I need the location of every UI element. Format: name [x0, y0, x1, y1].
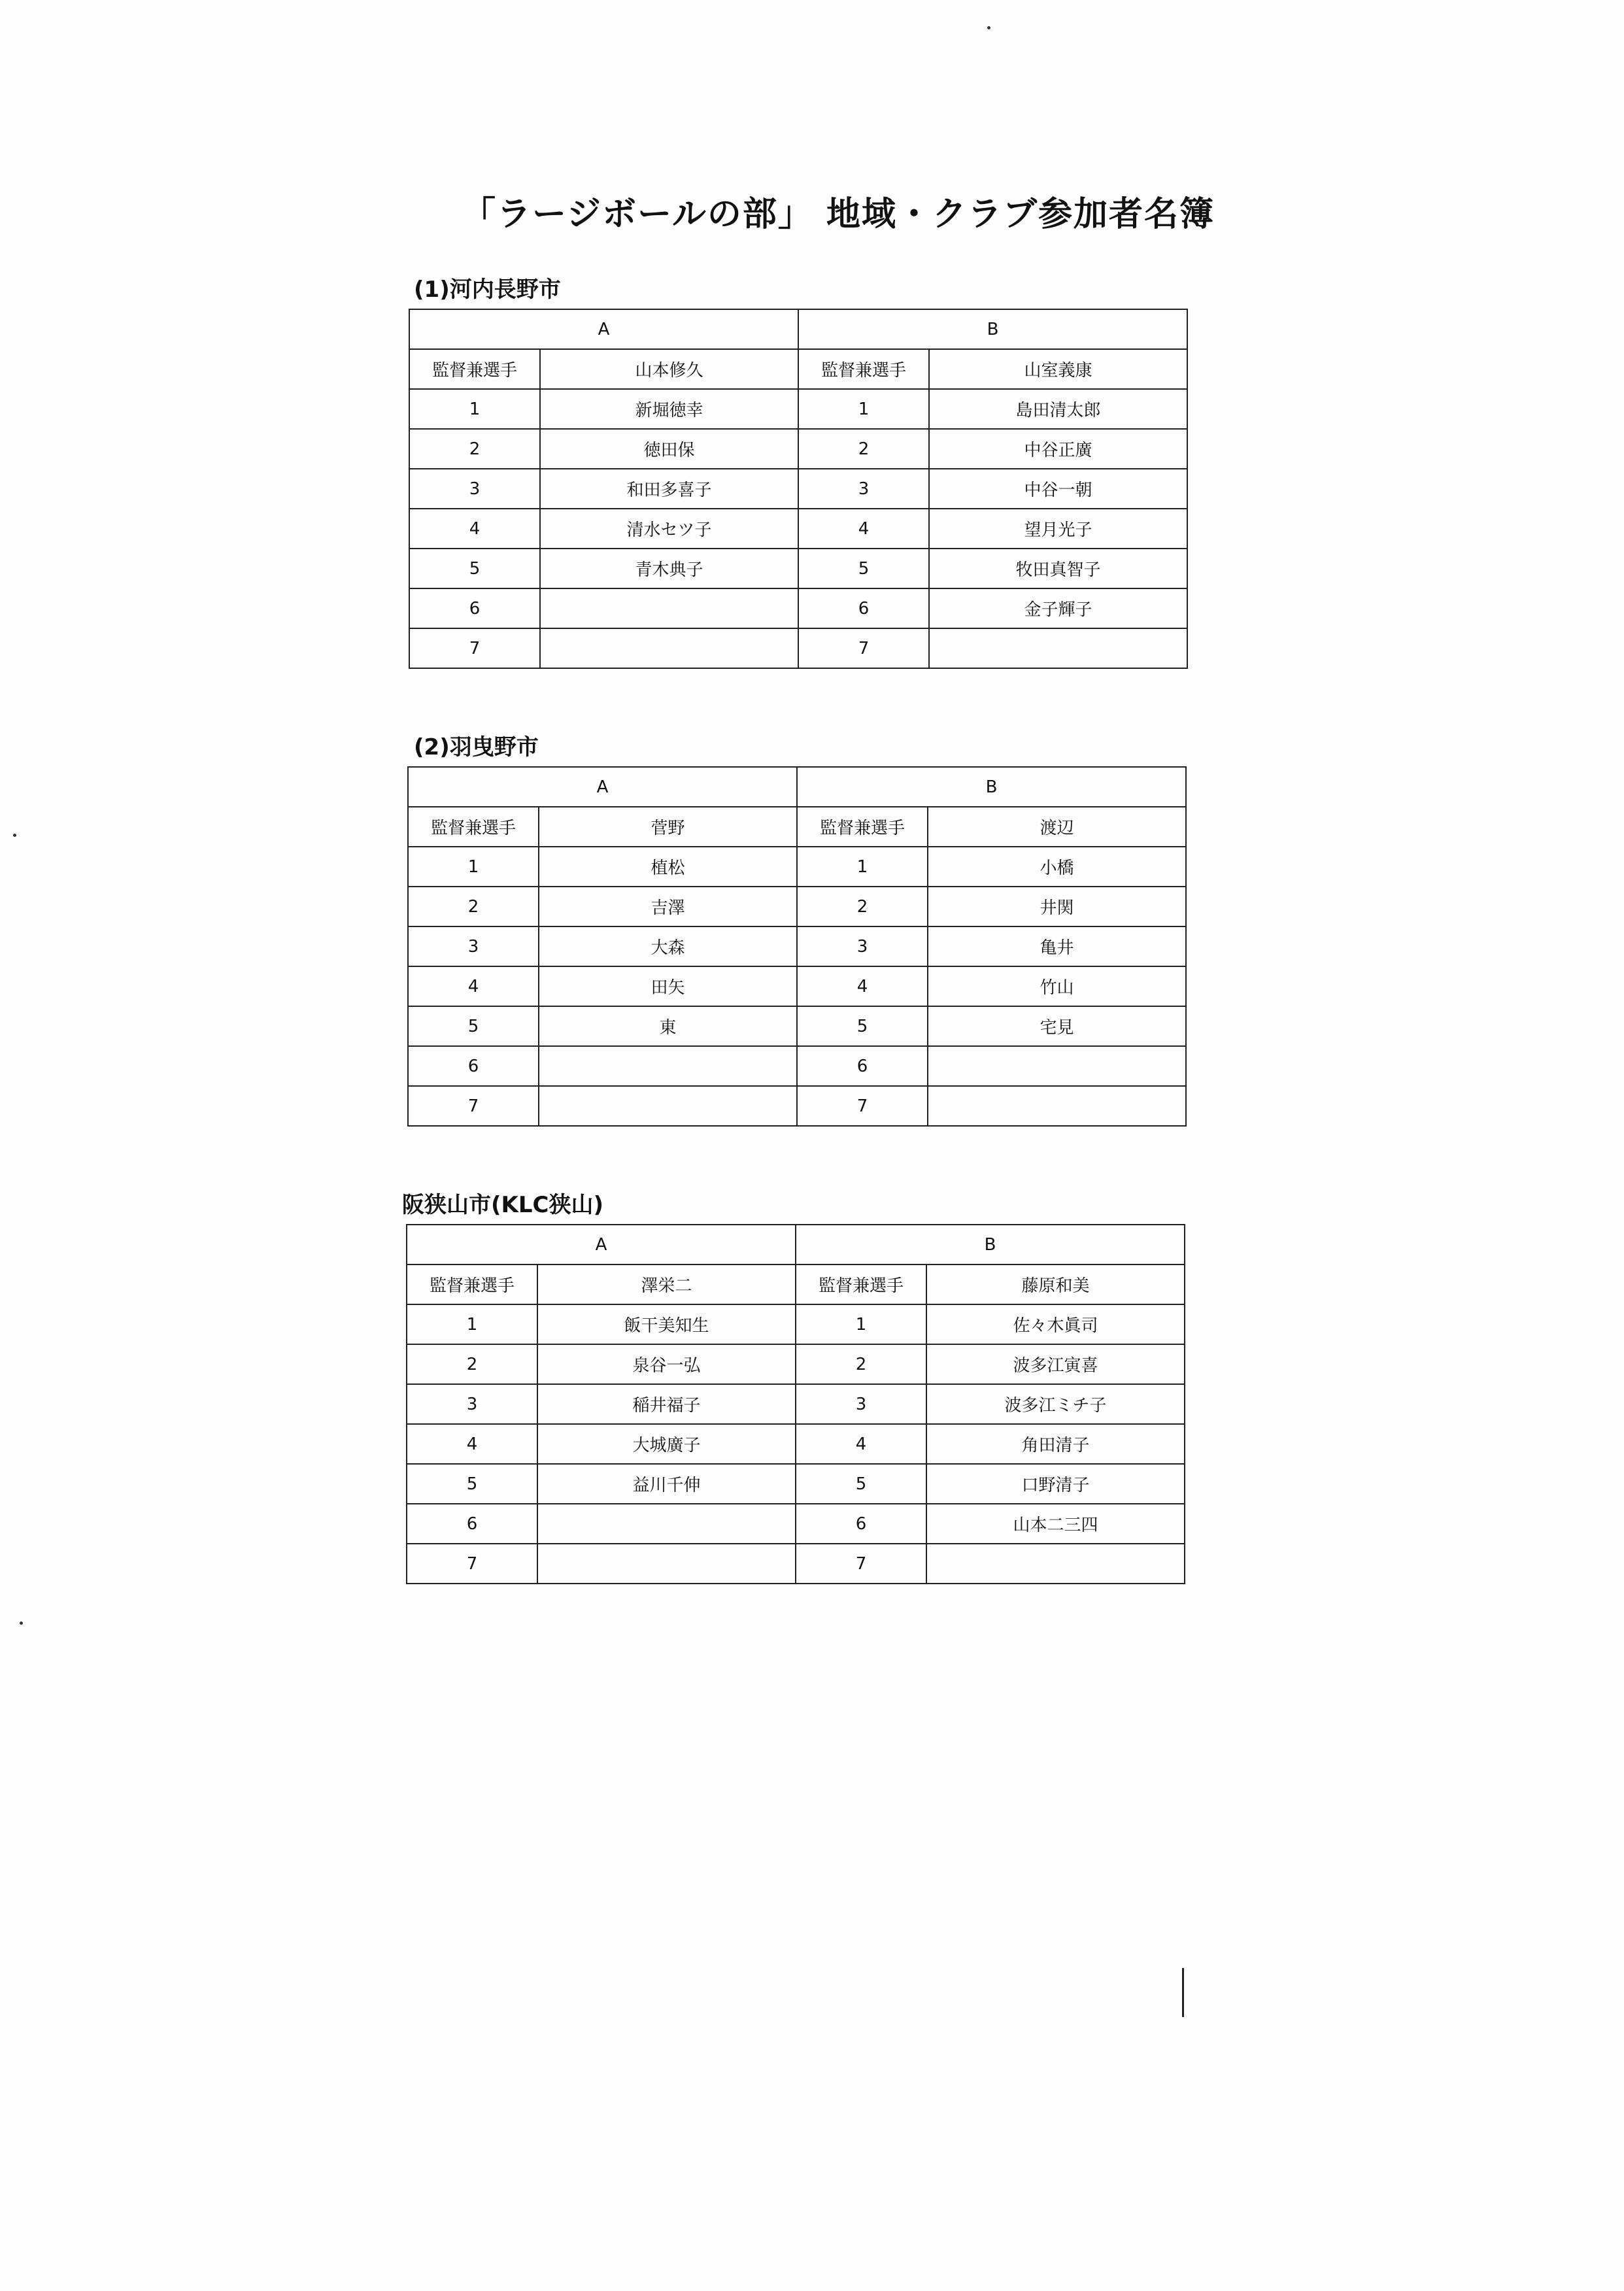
- table-row: [408, 1086, 1186, 1126]
- table-row: [409, 628, 1187, 668]
- scan-speck: [987, 26, 990, 29]
- team-header-row: [408, 767, 1186, 807]
- scan-speck: [13, 834, 16, 837]
- player-name: 佐々木眞司: [926, 1304, 1185, 1344]
- player-number: 5: [407, 1464, 537, 1504]
- player-number: 6: [409, 588, 540, 628]
- table-row: [408, 887, 1186, 926]
- table-row: [409, 509, 1187, 549]
- player-name: 和田多喜子: [540, 469, 798, 509]
- table-row: [407, 1384, 1185, 1424]
- manager-name: 山室義康: [929, 349, 1187, 389]
- player-number: 3: [409, 469, 540, 509]
- page-title: 「ラージボールの部」 地域・クラブ参加者名簿: [461, 195, 1215, 234]
- player-name: 井関: [928, 887, 1186, 926]
- player-number: 6: [407, 1504, 537, 1544]
- manager-name: 山本修久: [540, 349, 798, 389]
- player-number: 2: [407, 1344, 537, 1384]
- scan-speck: [20, 1621, 23, 1625]
- manager-name: 藤原和美: [926, 1264, 1185, 1304]
- player-number: 5: [796, 1464, 926, 1504]
- player-name: 小橋: [928, 847, 1186, 887]
- team-header: B: [797, 767, 1186, 807]
- player-number: 1: [797, 847, 928, 887]
- player-number: 6: [408, 1046, 539, 1086]
- player-name: [539, 1046, 797, 1086]
- player-name: 中谷正廣: [929, 429, 1187, 469]
- player-number: 1: [796, 1304, 926, 1344]
- table-row: [409, 588, 1187, 628]
- table-row: [409, 429, 1187, 469]
- player-number: 1: [408, 847, 539, 887]
- player-name: [929, 628, 1187, 668]
- player-name: 新堀徳幸: [540, 389, 798, 429]
- player-name: [540, 588, 798, 628]
- player-number: 6: [796, 1504, 926, 1544]
- roster-table: [407, 766, 1187, 1127]
- table-row: [408, 966, 1186, 1006]
- player-name: 山本二三四: [926, 1504, 1185, 1544]
- player-name: 波多江寅喜: [926, 1344, 1185, 1384]
- player-number: 2: [408, 887, 539, 926]
- player-number: 6: [798, 588, 929, 628]
- player-number: 4: [408, 966, 539, 1006]
- player-number: 2: [796, 1344, 926, 1384]
- manager-row: [407, 1264, 1185, 1304]
- player-name: 益川千伸: [537, 1464, 796, 1504]
- player-name: [537, 1544, 796, 1584]
- player-name: [926, 1544, 1185, 1584]
- player-number: 5: [409, 549, 540, 588]
- player-name: 清水セツ子: [540, 509, 798, 549]
- manager-name: 菅野: [539, 807, 797, 847]
- player-name: 望月光子: [929, 509, 1187, 549]
- manager-label: 監督兼選手: [408, 807, 539, 847]
- player-name: 宅見: [928, 1006, 1186, 1046]
- player-number: 4: [797, 966, 928, 1006]
- player-name: 稲井福子: [537, 1384, 796, 1424]
- table-row: [408, 847, 1186, 887]
- player-number: 1: [798, 389, 929, 429]
- roster-table: [406, 1224, 1185, 1584]
- manager-row: [408, 807, 1186, 847]
- manager-label: 監督兼選手: [409, 349, 540, 389]
- manager-name: 渡辺: [928, 807, 1186, 847]
- table-row: [408, 1046, 1186, 1086]
- player-name: [928, 1046, 1186, 1086]
- player-number: 1: [407, 1304, 537, 1344]
- player-name: 飯干美知生: [537, 1304, 796, 1344]
- player-name: 徳田保: [540, 429, 798, 469]
- player-name: [539, 1086, 797, 1126]
- player-number: 3: [796, 1384, 926, 1424]
- manager-label: 監督兼選手: [797, 807, 928, 847]
- manager-label: 監督兼選手: [798, 349, 929, 389]
- player-number: 3: [797, 926, 928, 966]
- player-name: 口野清子: [926, 1464, 1185, 1504]
- player-name: [928, 1086, 1186, 1126]
- player-name: 波多江ミチ子: [926, 1384, 1185, 1424]
- player-number: 4: [796, 1424, 926, 1464]
- manager-row: [409, 349, 1187, 389]
- player-name: 角田清子: [926, 1424, 1185, 1464]
- player-name: 竹山: [928, 966, 1186, 1006]
- player-name: [537, 1504, 796, 1544]
- table-row: [408, 1006, 1186, 1046]
- manager-label: 監督兼選手: [407, 1264, 537, 1304]
- table-row: [409, 389, 1187, 429]
- team-header: A: [408, 767, 797, 807]
- player-number: 7: [797, 1086, 928, 1126]
- table-row: [409, 549, 1187, 588]
- team-header: A: [409, 309, 798, 349]
- section-heading: 阪狭山市(KLC狭山): [402, 1192, 604, 1218]
- player-name: 金子輝子: [929, 588, 1187, 628]
- player-name: 島田清太郎: [929, 389, 1187, 429]
- player-number: 7: [796, 1544, 926, 1584]
- player-number: 3: [798, 469, 929, 509]
- player-name: 田矢: [539, 966, 797, 1006]
- table-row: [407, 1304, 1185, 1344]
- player-number: 2: [409, 429, 540, 469]
- player-number: 7: [407, 1544, 537, 1584]
- player-name: 大森: [539, 926, 797, 966]
- player-number: 2: [798, 429, 929, 469]
- manager-name: 澤栄二: [537, 1264, 796, 1304]
- player-number: 7: [408, 1086, 539, 1126]
- section-heading: (2)羽曳野市: [414, 734, 539, 760]
- player-name: 青木典子: [540, 549, 798, 588]
- table-row: [407, 1544, 1185, 1584]
- player-number: 1: [409, 389, 540, 429]
- team-header: A: [407, 1225, 796, 1264]
- player-number: 2: [797, 887, 928, 926]
- section-heading: (1)河内長野市: [414, 277, 561, 303]
- player-number: 5: [797, 1006, 928, 1046]
- player-name: 亀井: [928, 926, 1186, 966]
- player-number: 4: [407, 1424, 537, 1464]
- player-name: 牧田真智子: [929, 549, 1187, 588]
- player-number: 7: [409, 628, 540, 668]
- table-row: [408, 926, 1186, 966]
- player-name: 植松: [539, 847, 797, 887]
- manager-label: 監督兼選手: [796, 1264, 926, 1304]
- scan-mark: [1182, 1968, 1184, 2017]
- player-number: 5: [798, 549, 929, 588]
- player-number: 6: [797, 1046, 928, 1086]
- player-number: 4: [798, 509, 929, 549]
- team-header: B: [796, 1225, 1185, 1264]
- player-number: 4: [409, 509, 540, 549]
- player-name: 吉澤: [539, 887, 797, 926]
- table-row: [407, 1504, 1185, 1544]
- team-header: B: [798, 309, 1187, 349]
- table-row: [409, 469, 1187, 509]
- roster-table: [409, 309, 1188, 669]
- player-number: 3: [407, 1384, 537, 1424]
- team-header-row: [409, 309, 1187, 349]
- player-number: 7: [798, 628, 929, 668]
- table-row: [407, 1344, 1185, 1384]
- player-name: 中谷一朝: [929, 469, 1187, 509]
- player-number: 5: [408, 1006, 539, 1046]
- team-header-row: [407, 1225, 1185, 1264]
- table-row: [407, 1464, 1185, 1504]
- table-row: [407, 1424, 1185, 1464]
- player-name: 大城廣子: [537, 1424, 796, 1464]
- player-name: 東: [539, 1006, 797, 1046]
- player-number: 3: [408, 926, 539, 966]
- player-name: 泉谷一弘: [537, 1344, 796, 1384]
- player-name: [540, 628, 798, 668]
